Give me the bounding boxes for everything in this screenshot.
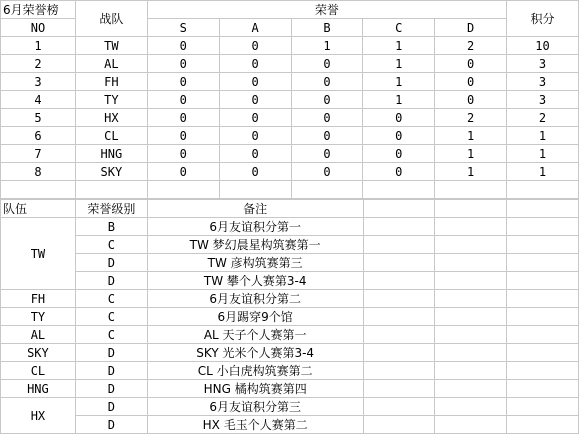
grade-count-cell: 0 xyxy=(147,109,219,127)
score-header: 积分 xyxy=(507,1,579,37)
detail-level-cell: D xyxy=(75,344,147,362)
grade-count-cell: 0 xyxy=(147,127,219,145)
score-cell: 2 xyxy=(507,109,579,127)
empty-cell xyxy=(507,254,579,272)
grade-count-cell: 2 xyxy=(435,37,507,55)
standings-table xyxy=(0,0,579,199)
detail-level-cell: C xyxy=(75,326,147,344)
standings-row xyxy=(1,163,579,181)
detail-team-cell: HX xyxy=(1,398,76,434)
grade-header: C xyxy=(363,19,435,37)
grade-count-cell: 0 xyxy=(291,127,363,145)
detail-team-cell: AL xyxy=(1,326,76,344)
grade-count-cell: 0 xyxy=(435,91,507,109)
grade-header: S xyxy=(147,19,219,37)
empty-cell xyxy=(507,416,579,434)
grade-count-cell: 1 xyxy=(363,91,435,109)
grade-count-cell: 0 xyxy=(435,55,507,73)
score-cell: 3 xyxy=(507,55,579,73)
detail-level-cell: C xyxy=(75,236,147,254)
detail-note-cell: HNG 橘构筑赛第四 xyxy=(147,380,363,398)
rank-cell: 7 xyxy=(1,145,76,163)
standings-row xyxy=(1,37,579,55)
empty-cell xyxy=(1,181,76,199)
grade-count-cell: 0 xyxy=(147,163,219,181)
grade-count-cell: 0 xyxy=(363,145,435,163)
team-cell: SKY xyxy=(75,163,147,181)
standings-row xyxy=(1,91,579,109)
empty-cell xyxy=(507,181,579,199)
detail-team-cell: TW xyxy=(1,218,76,290)
detail-note-cell: TW 梦幻晨星构筑赛第一 xyxy=(147,236,363,254)
grade-count-cell: 0 xyxy=(219,37,291,55)
grade-count-cell: 0 xyxy=(291,109,363,127)
grade-count-cell: 1 xyxy=(435,127,507,145)
empty-cell xyxy=(363,272,435,290)
empty-cell xyxy=(75,181,147,199)
score-cell: 10 xyxy=(507,37,579,55)
team-cell: HX xyxy=(75,109,147,127)
grade-header: A xyxy=(219,19,291,37)
grade-count-cell: 1 xyxy=(435,163,507,181)
grade-count-cell: 0 xyxy=(291,145,363,163)
team-cell: TW xyxy=(75,37,147,55)
empty-cell xyxy=(435,380,507,398)
grade-count-cell: 0 xyxy=(291,55,363,73)
detail-team-header: 队伍 xyxy=(1,200,76,218)
team-cell: CL xyxy=(75,127,147,145)
detail-note-cell: TW 攀个人赛第3-4 xyxy=(147,272,363,290)
grade-count-cell: 1 xyxy=(363,55,435,73)
empty-cell xyxy=(435,398,507,416)
empty-cell xyxy=(363,290,435,308)
grade-count-cell: 1 xyxy=(435,145,507,163)
empty-cell xyxy=(435,200,507,218)
empty-cell xyxy=(435,344,507,362)
detail-level-cell: D xyxy=(75,254,147,272)
grade-count-cell: 0 xyxy=(219,73,291,91)
detail-level-cell: D xyxy=(75,272,147,290)
rank-cell: 6 xyxy=(1,127,76,145)
team-cell: TY xyxy=(75,91,147,109)
detail-level-cell: C xyxy=(75,290,147,308)
empty-cell xyxy=(363,344,435,362)
detail-row xyxy=(1,236,579,254)
score-cell: 1 xyxy=(507,163,579,181)
empty-cell xyxy=(363,254,435,272)
empty-cell xyxy=(435,308,507,326)
grade-count-cell: 0 xyxy=(363,109,435,127)
empty-cell xyxy=(435,254,507,272)
empty-cell xyxy=(363,218,435,236)
rank-cell: 1 xyxy=(1,37,76,55)
detail-team-cell: HNG xyxy=(1,380,76,398)
detail-row xyxy=(1,416,579,434)
detail-row xyxy=(1,380,579,398)
team-cell: HNG xyxy=(75,145,147,163)
score-cell: 1 xyxy=(507,145,579,163)
empty-cell xyxy=(435,218,507,236)
empty-cell xyxy=(507,398,579,416)
detail-level-cell: D xyxy=(75,380,147,398)
detail-note-cell: 6月友谊积分第二 xyxy=(147,290,363,308)
detail-note-cell: 6月友谊积分第一 xyxy=(147,218,363,236)
empty-cell xyxy=(435,290,507,308)
empty-cell xyxy=(435,362,507,380)
empty-cell xyxy=(147,181,219,199)
empty-cell xyxy=(363,236,435,254)
empty-cell xyxy=(507,290,579,308)
grade-count-cell: 0 xyxy=(147,37,219,55)
detail-note-cell: 6月友谊积分第三 xyxy=(147,398,363,416)
detail-row xyxy=(1,272,579,290)
grade-count-cell: 0 xyxy=(219,109,291,127)
empty-cell xyxy=(363,200,435,218)
detail-row xyxy=(1,254,579,272)
detail-team-cell: CL xyxy=(1,362,76,380)
rank-cell: 4 xyxy=(1,91,76,109)
empty-cell xyxy=(363,181,435,199)
standings-row xyxy=(1,145,579,163)
grade-count-cell: 1 xyxy=(291,37,363,55)
grade-count-cell: 0 xyxy=(147,55,219,73)
detail-team-cell: SKY xyxy=(1,344,76,362)
empty-cell xyxy=(363,308,435,326)
detail-level-header: 荣誉级别 xyxy=(75,200,147,218)
detail-note-cell: TW 彦构筑赛第三 xyxy=(147,254,363,272)
detail-note-cell: HX 毛玉个人赛第二 xyxy=(147,416,363,434)
detail-note-cell: 6月踢穿9个馆 xyxy=(147,308,363,326)
detail-row xyxy=(1,290,579,308)
detail-level-cell: D xyxy=(75,362,147,380)
empty-cell xyxy=(507,362,579,380)
detail-team-cell: FH xyxy=(1,290,76,308)
grade-count-cell: 1 xyxy=(363,73,435,91)
rank-cell: 5 xyxy=(1,109,76,127)
page-title: 6月荣誉榜 xyxy=(1,1,76,19)
detail-row xyxy=(1,218,579,236)
detail-note-cell: AL 天子个人赛第一 xyxy=(147,326,363,344)
standings-row xyxy=(1,109,579,127)
team-cell: AL xyxy=(75,55,147,73)
grade-count-cell: 0 xyxy=(291,91,363,109)
empty-cell xyxy=(507,218,579,236)
detail-row xyxy=(1,362,579,380)
detail-level-cell: C xyxy=(75,308,147,326)
grade-count-cell: 2 xyxy=(435,109,507,127)
empty-cell xyxy=(507,380,579,398)
rank-cell: 2 xyxy=(1,55,76,73)
grade-count-cell: 0 xyxy=(219,145,291,163)
empty-cell xyxy=(435,326,507,344)
detail-team-cell: TY xyxy=(1,308,76,326)
standings-row xyxy=(1,73,579,91)
grade-count-cell: 0 xyxy=(219,91,291,109)
grade-count-cell: 0 xyxy=(219,55,291,73)
detail-level-cell: D xyxy=(75,416,147,434)
empty-cell xyxy=(507,272,579,290)
detail-row xyxy=(1,344,579,362)
grade-count-cell: 0 xyxy=(435,73,507,91)
empty-cell xyxy=(435,272,507,290)
standings-row xyxy=(1,127,579,145)
empty-cell xyxy=(291,181,363,199)
standings-row xyxy=(1,55,579,73)
empty-cell xyxy=(435,416,507,434)
grade-count-cell: 0 xyxy=(147,73,219,91)
score-cell: 3 xyxy=(507,91,579,109)
empty-cell xyxy=(363,416,435,434)
score-cell: 3 xyxy=(507,73,579,91)
detail-note-header: 备注 xyxy=(147,200,363,218)
grade-count-cell: 1 xyxy=(363,37,435,55)
grade-count-cell: 0 xyxy=(219,127,291,145)
empty-cell xyxy=(219,181,291,199)
grade-count-cell: 0 xyxy=(219,163,291,181)
grade-count-cell: 0 xyxy=(363,127,435,145)
rank-cell: 3 xyxy=(1,73,76,91)
grade-count-cell: 0 xyxy=(147,91,219,109)
empty-cell xyxy=(507,344,579,362)
details-table xyxy=(0,199,579,434)
grade-count-cell: 0 xyxy=(291,163,363,181)
grade-header: B xyxy=(291,19,363,37)
empty-cell xyxy=(507,326,579,344)
detail-level-cell: D xyxy=(75,398,147,416)
empty-cell xyxy=(507,308,579,326)
empty-cell xyxy=(435,236,507,254)
empty-cell xyxy=(435,181,507,199)
team-cell: FH xyxy=(75,73,147,91)
empty-cell xyxy=(507,200,579,218)
empty-row xyxy=(1,181,579,199)
detail-note-cell: CL 小白虎构筑赛第二 xyxy=(147,362,363,380)
detail-row xyxy=(1,308,579,326)
empty-cell xyxy=(363,398,435,416)
detail-level-cell: B xyxy=(75,218,147,236)
score-cell: 1 xyxy=(507,127,579,145)
detail-note-cell: SKY 光米个人赛第3-4 xyxy=(147,344,363,362)
grade-count-cell: 0 xyxy=(363,163,435,181)
empty-cell xyxy=(363,380,435,398)
team-column-header: 战队 xyxy=(75,1,147,37)
no-header: NO xyxy=(1,19,76,37)
empty-cell xyxy=(507,236,579,254)
grade-header: D xyxy=(435,19,507,37)
grade-count-cell: 0 xyxy=(291,73,363,91)
detail-row xyxy=(1,326,579,344)
empty-cell xyxy=(363,326,435,344)
grade-count-cell: 0 xyxy=(147,145,219,163)
rank-cell: 8 xyxy=(1,163,76,181)
honor-header: 荣誉 xyxy=(147,1,506,19)
detail-row xyxy=(1,398,579,416)
empty-cell xyxy=(363,362,435,380)
